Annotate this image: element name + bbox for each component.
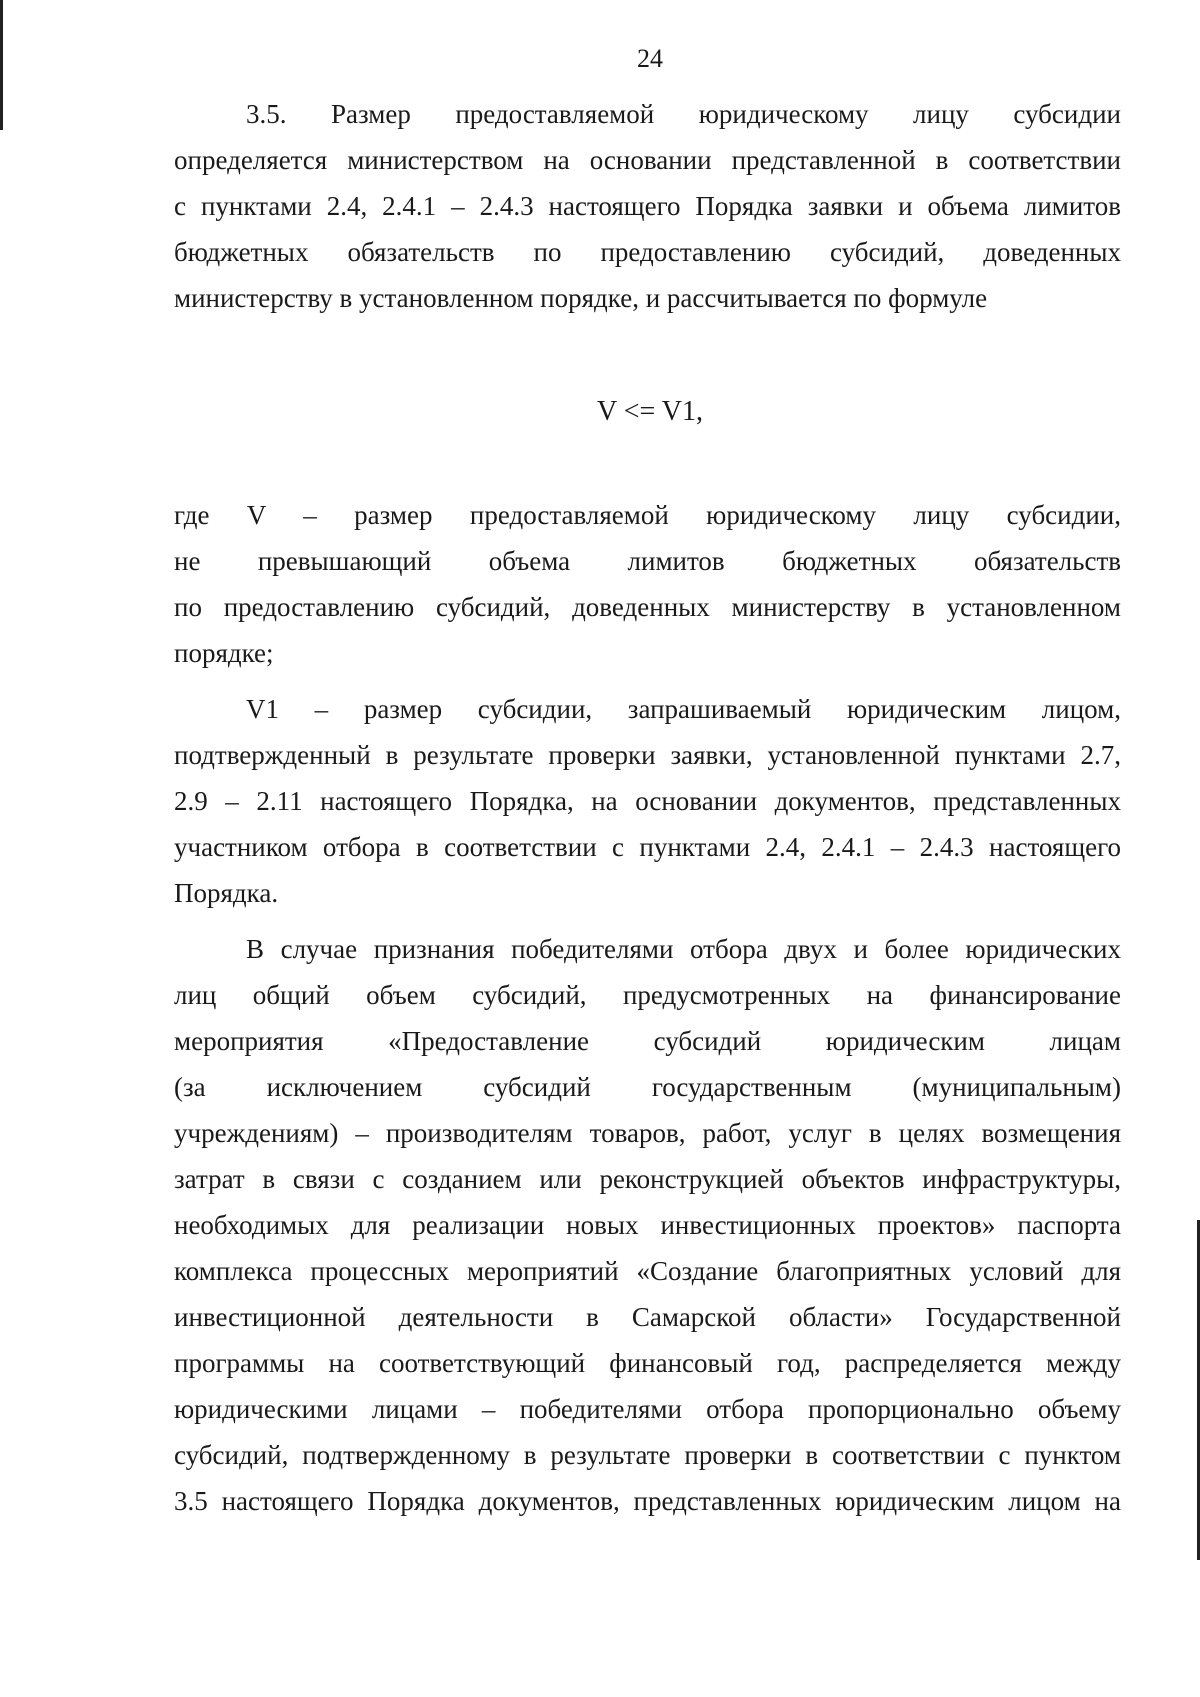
para4-line-8: комплекса процессных мероприятий «Создание благоприятных условий для	[174, 1256, 1121, 1286]
page-number: 24	[637, 44, 663, 73]
para4-line-9: инвестиционной деятельности в Самарской области» Государственной	[174, 1302, 1121, 1332]
para3-line-3: 2.9 – 2.11 настоящего Порядка, на основании документов, представленных	[174, 786, 1121, 816]
para2-line-4: порядке;	[174, 638, 274, 668]
para4-line-12: субсидий, подтвержденному в результате проверки в соответствии с пунктом	[174, 1440, 1121, 1470]
para1-line-5: министерству в установленном порядке, и рассчитывается по формуле	[174, 283, 988, 313]
para3-line-2: подтвержденный в результате проверки заявки, установленной пунктами 2.7,	[174, 740, 1121, 770]
para2-line-2: не превышающий объема лимитов бюджетных обязательств	[174, 546, 1121, 576]
para4-line-3: мероприятия «Предоставление субсидий юридическим лицам	[174, 1026, 1121, 1056]
para3-line-5: Порядка.	[174, 878, 279, 908]
para1-line-1: 3.5. Размер предоставляемой юридическому лицу субсидии	[246, 99, 1121, 129]
para4-line-11: юридическими лицами – победителями отбора пропорционально объему	[174, 1394, 1121, 1424]
para1-line-3: с пунктами 2.4, 2.4.1 – 2.4.3 настоящего Порядка заявки и объема лимитов	[174, 191, 1121, 221]
para4-line-7: необходимых для реализации новых инвестиционных проектов» паспорта	[174, 1210, 1121, 1240]
para4-line-2: лиц общий объем субсидий, предусмотренных на финансирование	[174, 980, 1121, 1010]
para4-line-6: затрат в связи с созданием или реконструкцией объектов инфраструктуры,	[174, 1164, 1121, 1194]
para4-line-4: (за исключением субсидий государственным (муниципальным)	[174, 1072, 1121, 1102]
para3-line-1: V1 – размер субсидии, запрашиваемый юридическим лицом,	[246, 694, 1121, 724]
formula: V <= V1,	[596, 396, 703, 427]
para4-line-5: учреждениям) – производителям товаров, работ, услуг в целях возмещения	[174, 1118, 1121, 1148]
para3-line-4: участником отбора в соответствии с пунктами 2.4, 2.4.1 – 2.4.3 настоящего	[174, 832, 1121, 862]
para1-line-4: бюджетных обязательств по предоставлению субсидий, доведенных	[174, 237, 1121, 267]
para4-line-13: 3.5 настоящего Порядка документов, представленных юридическим лицом на	[174, 1486, 1121, 1516]
para4-line-10: программы на соответствующий финансовый год, распределяется между	[174, 1348, 1121, 1378]
para4-line-1: В случае признания победителями отбора двух и более юридических	[246, 934, 1121, 964]
para1-line-2: определяется министерством на основании представленной в соответствии	[174, 145, 1121, 175]
para2-line-1: где V – размер предоставляемой юридическому лицу субсидии,	[174, 500, 1121, 530]
para2-line-3: по предоставлению субсидий, доведенных министерству в установленном	[174, 592, 1121, 622]
